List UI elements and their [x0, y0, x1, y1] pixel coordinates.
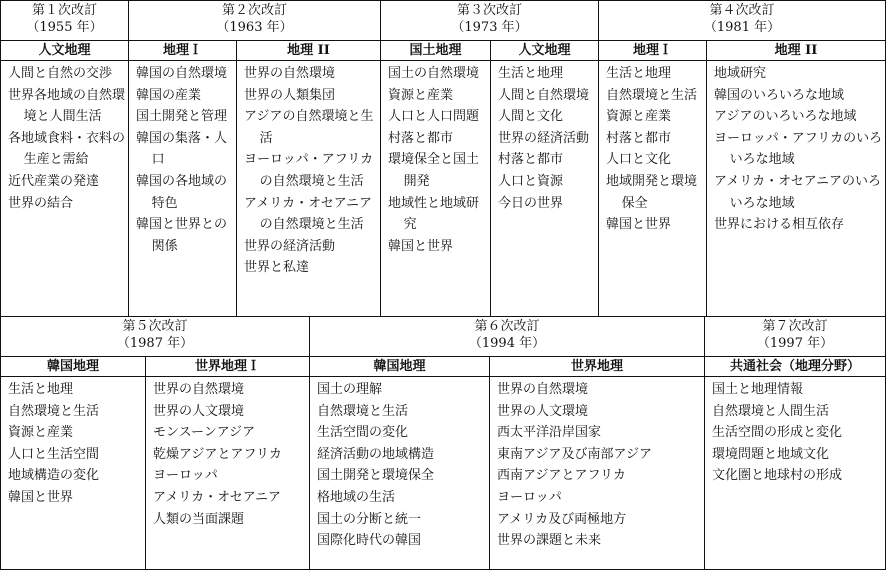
topic-list-cell: [381, 61, 491, 317]
topic-list-cell: [707, 61, 886, 317]
topic-item: 地域性と地域研究: [388, 195, 480, 233]
topic-item: 地域研究: [714, 66, 767, 81]
subject-header: 韓国地理: [310, 357, 490, 377]
topic-item: 生活と地理: [606, 66, 672, 81]
topic-item: 生活空間の変化: [317, 425, 409, 441]
revision-2-year: （1963 年）: [216, 20, 293, 35]
topic-list-cell: [599, 61, 707, 317]
revision-6-header: [310, 317, 705, 357]
topic-item: 地域開発と環境保全: [606, 173, 698, 211]
topic-item: 韓国の産業: [136, 87, 202, 103]
subject-header: 地理 II: [237, 41, 381, 61]
topic-item: 人類の当面課題: [153, 511, 245, 527]
topic-item: 生活と地理: [8, 382, 74, 397]
bottom-topic-list-row: [1, 377, 886, 570]
topic-item: 東南アジア及び南部アジア: [497, 446, 652, 462]
topic-list-cell: [705, 377, 886, 570]
revision-3-header: [381, 1, 599, 41]
topic-item: 人口と生活空間: [8, 446, 100, 462]
topic-item: 生活空間の形成と変化: [712, 425, 843, 441]
topic-list: [497, 379, 702, 552]
topic-list-cell: [1, 61, 129, 317]
revision-5-title: 第５次改訂: [122, 319, 188, 334]
topic-item: ヨーロッパ: [153, 468, 218, 484]
topic-item: 格地域の生活: [317, 489, 396, 505]
topic-item: 世界の結合: [8, 195, 74, 211]
subject-header: 地理 II: [707, 41, 886, 61]
revision-6-year: （1994 年）: [468, 336, 546, 351]
topic-item: 世界と私達: [244, 260, 310, 276]
topic-list-cell: [146, 377, 310, 570]
topic-item: モンスーンアジア: [153, 425, 256, 441]
topic-list-cell: [491, 61, 599, 317]
topic-list: [714, 63, 883, 236]
topic-item: 人間と自然の交渉: [8, 66, 113, 81]
topic-item: 世界の課題と未来: [497, 533, 602, 549]
topic-list: [606, 63, 704, 236]
topic-item: 西南アジアとアフリカ: [497, 468, 626, 484]
subject-header: 地理Ｉ: [599, 41, 707, 61]
topic-item: 村落と都市: [606, 130, 672, 146]
bottom-revision-header-row: [1, 317, 886, 357]
topic-item: 韓国と世界: [8, 489, 74, 505]
revision-2-header: [129, 1, 381, 41]
revision-1-title: 第１次改訂: [31, 3, 97, 18]
topic-item: 韓国の集落・人口: [136, 130, 228, 168]
topic-item: 世界各地域の自然環境と人間生活: [8, 87, 126, 125]
subject-header: 地理Ｉ: [129, 41, 237, 61]
topic-item: 西太平洋沿岸国家: [497, 425, 602, 441]
topic-list: [498, 63, 596, 214]
topic-item: 国土の自然環境: [388, 66, 480, 81]
topic-item: 人間と自然環境: [498, 87, 590, 103]
topic-item: ヨーロッパ・アフリカのいろいろな地域: [714, 130, 883, 168]
revision-5-year: （1987 年）: [116, 336, 194, 351]
topic-item: 自然環境と生活: [606, 87, 698, 103]
topic-list-cell: [310, 377, 490, 570]
topic-item: 世界の経済活動: [244, 238, 336, 254]
topic-item: 自然環境と生活: [317, 403, 409, 419]
topic-item: 環境保全と国土開発: [388, 152, 480, 189]
topic-item: 乾燥アジアとアフリカ: [153, 446, 282, 462]
topic-item: 世界の人文環境: [497, 403, 589, 419]
top-revision-header-row: [1, 1, 886, 41]
topic-item: 地域構造の変化: [8, 468, 100, 484]
subject-header: 人文地理: [491, 41, 599, 61]
revision-5-header: [1, 317, 310, 357]
topic-item: 人間と文化: [498, 109, 564, 125]
topic-list-cell: [129, 61, 237, 317]
topic-list: [388, 63, 488, 257]
topic-item: 世界の人類集団: [244, 87, 336, 103]
topic-item: 世界の自然環境: [153, 382, 245, 397]
topic-item: 世界における相互依存: [714, 217, 845, 233]
revision-4-title: 第４次改訂: [709, 3, 775, 18]
topic-list: [712, 379, 883, 487]
topic-list: [153, 379, 307, 530]
topic-item: アメリカ・オセアニアの自然環境と生活: [244, 195, 373, 233]
topic-item: 人口と文化: [606, 152, 672, 168]
topic-list-cell: [1, 377, 146, 570]
subject-header: 韓国地理: [1, 357, 146, 377]
topic-item: 韓国と世界: [606, 217, 672, 233]
topic-item: 人口と人口問題: [388, 109, 480, 125]
topic-item: アメリカ・オセアニアのいろいろな地域: [714, 173, 882, 211]
subject-header: 人文地理: [1, 41, 129, 61]
revision-7-header: [705, 317, 886, 357]
topic-item: 世界の自然環境: [497, 382, 589, 397]
revision-1-header: [1, 1, 129, 41]
topic-item: 資源と産業: [606, 109, 672, 125]
topic-item: 国際化時代の韓国: [317, 533, 422, 549]
top-topic-list-row: [1, 61, 886, 317]
topic-list: [8, 63, 126, 214]
topic-item: 韓国のいろいろな地域: [714, 87, 845, 103]
topic-item: 世界の人文環境: [153, 403, 245, 419]
topic-item: 生活と地理: [498, 66, 564, 81]
topic-list: [8, 379, 143, 509]
subject-header: 世界地理: [490, 357, 705, 377]
topic-item: 国土開発と管理: [136, 109, 228, 125]
topic-list: [136, 63, 234, 257]
topic-list: [244, 63, 378, 279]
revision-6-title: 第６次改訂: [474, 319, 540, 334]
subject-header: 国土地理: [381, 41, 491, 61]
topic-item: アジアのいろいろな地域: [714, 109, 857, 125]
topic-item: 近代産業の発達: [8, 173, 100, 189]
revision-4-header: [599, 1, 886, 41]
topic-item: ヨーロッパ: [497, 489, 562, 505]
top-subject-header-row: [1, 41, 886, 61]
revision-7-year: （1997 年）: [756, 336, 834, 351]
topic-item: 文化圏と地球村の形成: [712, 468, 843, 484]
topic-item: 世界の経済活動: [498, 130, 590, 146]
topic-item: 韓国と世界との関係: [136, 217, 228, 254]
topic-item: 各地域食料・衣料の生産と需給: [8, 130, 126, 168]
topic-item: 国土と地理情報: [712, 382, 804, 397]
topic-item: 人口と資源: [498, 173, 564, 189]
topic-list-cell: [490, 377, 705, 570]
revision-4-year: （1981 年）: [703, 20, 781, 35]
topic-item: 韓国の自然環境: [136, 66, 228, 81]
revision-1-year: （1955 年）: [26, 20, 103, 35]
bottom-subject-header-row: [1, 357, 886, 377]
topic-item: 世界の自然環境: [244, 66, 336, 81]
topic-item: 自然環境と人間生活: [712, 403, 830, 419]
revision-2-title: 第２次改訂: [221, 3, 287, 18]
topic-item: 村落と都市: [388, 130, 454, 146]
revision-3-year: （1973 年）: [451, 20, 528, 35]
topic-item: 国土の理解: [317, 382, 383, 397]
topic-item: アメリカ・オセアニア: [153, 489, 282, 505]
topic-item: 自然環境と生活: [8, 403, 100, 419]
topic-item: 国土開発と環境保全: [317, 468, 435, 484]
topic-item: ヨーロッパ・アフリカの自然環境と生活: [244, 152, 374, 189]
bottom-revisions-table: [0, 316, 886, 570]
topic-item: 国土の分断と統一: [317, 511, 422, 527]
topic-item: 資源と産業: [388, 87, 454, 103]
revision-7-title: 第７次改訂: [762, 319, 828, 334]
topic-item: 韓国と世界: [388, 238, 454, 254]
topic-item: 資源と産業: [8, 425, 74, 441]
topic-item: 環境問題と地域文化: [712, 446, 830, 462]
subject-header: 共通社会（地理分野）: [705, 357, 886, 377]
topic-list: [317, 379, 487, 552]
subject-header: 世界地理Ｉ: [146, 357, 310, 377]
topic-item: 今日の世界: [498, 195, 564, 211]
topic-item: 経済活動の地域構造: [317, 446, 435, 462]
topic-item: アジアの自然環境と生活: [244, 109, 374, 146]
topic-item: 韓国の各地域の特色: [136, 173, 228, 211]
topic-item: アメリカ及び両極地方: [497, 511, 627, 527]
topic-item: 村落と都市: [498, 152, 564, 168]
revision-3-title: 第３次改訂: [456, 3, 522, 18]
topic-list-cell: [237, 61, 381, 317]
